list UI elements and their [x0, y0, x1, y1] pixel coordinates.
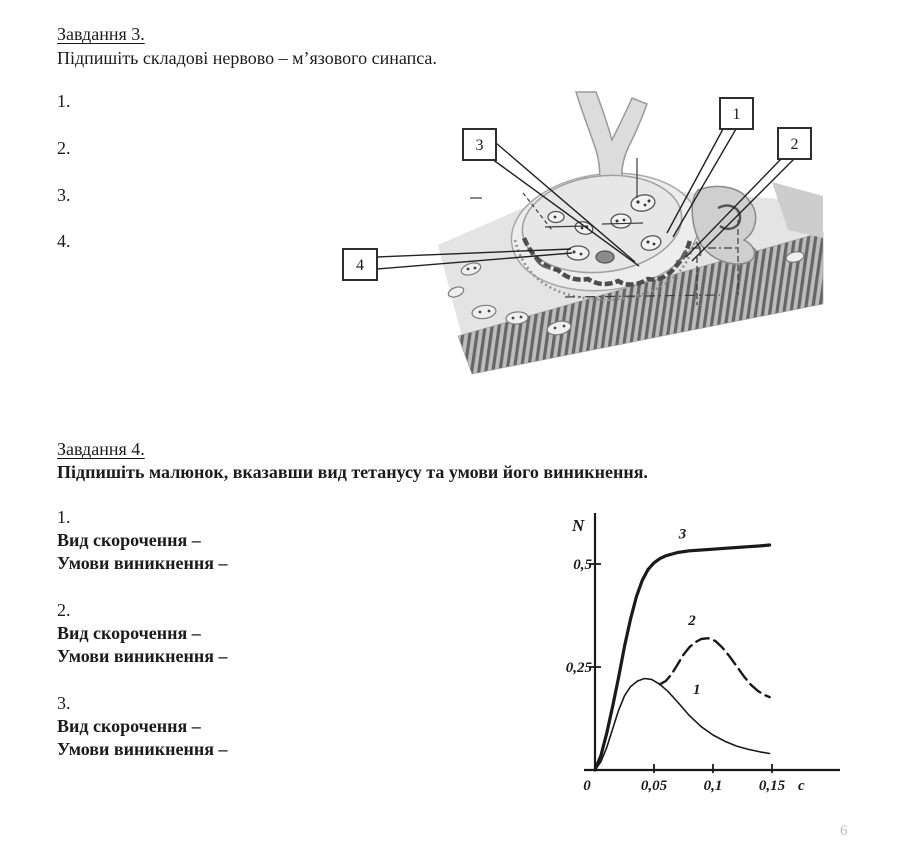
x-tick-label: 0,05: [640, 778, 668, 794]
task3-title: Завдання 3.: [57, 24, 145, 44]
task3-instruction: Підпишіть складові нервово – м’язового синапса.: [57, 48, 437, 68]
contraction-type-field: Вид скорочення –: [57, 623, 201, 643]
callout-label-2: 2: [790, 136, 799, 153]
tetanus-chart-figure: [548, 500, 840, 805]
curve-label-3: 3: [678, 526, 687, 543]
tetanus-chart: [548, 500, 840, 800]
x-axis-unit: с: [798, 778, 805, 794]
synapse-illustration: [340, 90, 830, 385]
curve-3: [595, 545, 770, 770]
x-tick-label: 0,15: [758, 778, 786, 794]
occurrence-conditions-field: Умови виникнення –: [57, 553, 228, 573]
callout-label-4: 4: [356, 257, 364, 274]
y-tick-label: 0,5: [573, 557, 592, 573]
task4-items: [57, 506, 227, 785]
task3-blank-1: 1.: [57, 91, 71, 111]
callout-label-1: 1: [732, 106, 741, 123]
callout-box-4: [343, 249, 377, 280]
task3-blank-3: 3.: [57, 185, 71, 205]
callout-box-3: [463, 129, 496, 160]
contraction-type-field: Вид скорочення –: [57, 716, 201, 736]
callout-box-2: [778, 128, 811, 159]
page-number: 6: [840, 823, 848, 839]
callout-box-1: [720, 98, 753, 129]
occurrence-conditions-field: Умови виникнення –: [57, 739, 228, 759]
task4-item-2: [57, 599, 227, 668]
x-tick-label: 0: [583, 778, 591, 794]
item-number: 1.: [57, 507, 71, 527]
item-number: 3.: [57, 693, 71, 713]
curve-label-1: 1: [692, 681, 701, 698]
callout-label-3: 3: [475, 137, 484, 154]
x-tick-label: 0,1: [703, 778, 723, 794]
y-axis-label: N: [572, 516, 585, 535]
y-tick-label: 0,25: [565, 660, 592, 676]
item-number: 2.: [57, 600, 71, 620]
task4-instruction: Підпишіть малюнок, вказавши вид тетанусу та умови його виникнення.: [57, 462, 648, 482]
curve-1: [595, 679, 770, 771]
task4-item-3: [57, 692, 227, 761]
contraction-type-field: Вид скорочення –: [57, 530, 201, 550]
task3-blank-4: 4.: [57, 231, 71, 251]
task4-title: Завдання 4.: [57, 439, 145, 459]
task4-item-1: [57, 506, 227, 575]
synapse-figure: [340, 90, 830, 390]
task3-blank-2: 2.: [57, 138, 71, 158]
occurrence-conditions-field: Умови виникнення –: [57, 646, 228, 666]
curve-label-2: 2: [688, 612, 696, 629]
curve-2: [660, 638, 770, 697]
